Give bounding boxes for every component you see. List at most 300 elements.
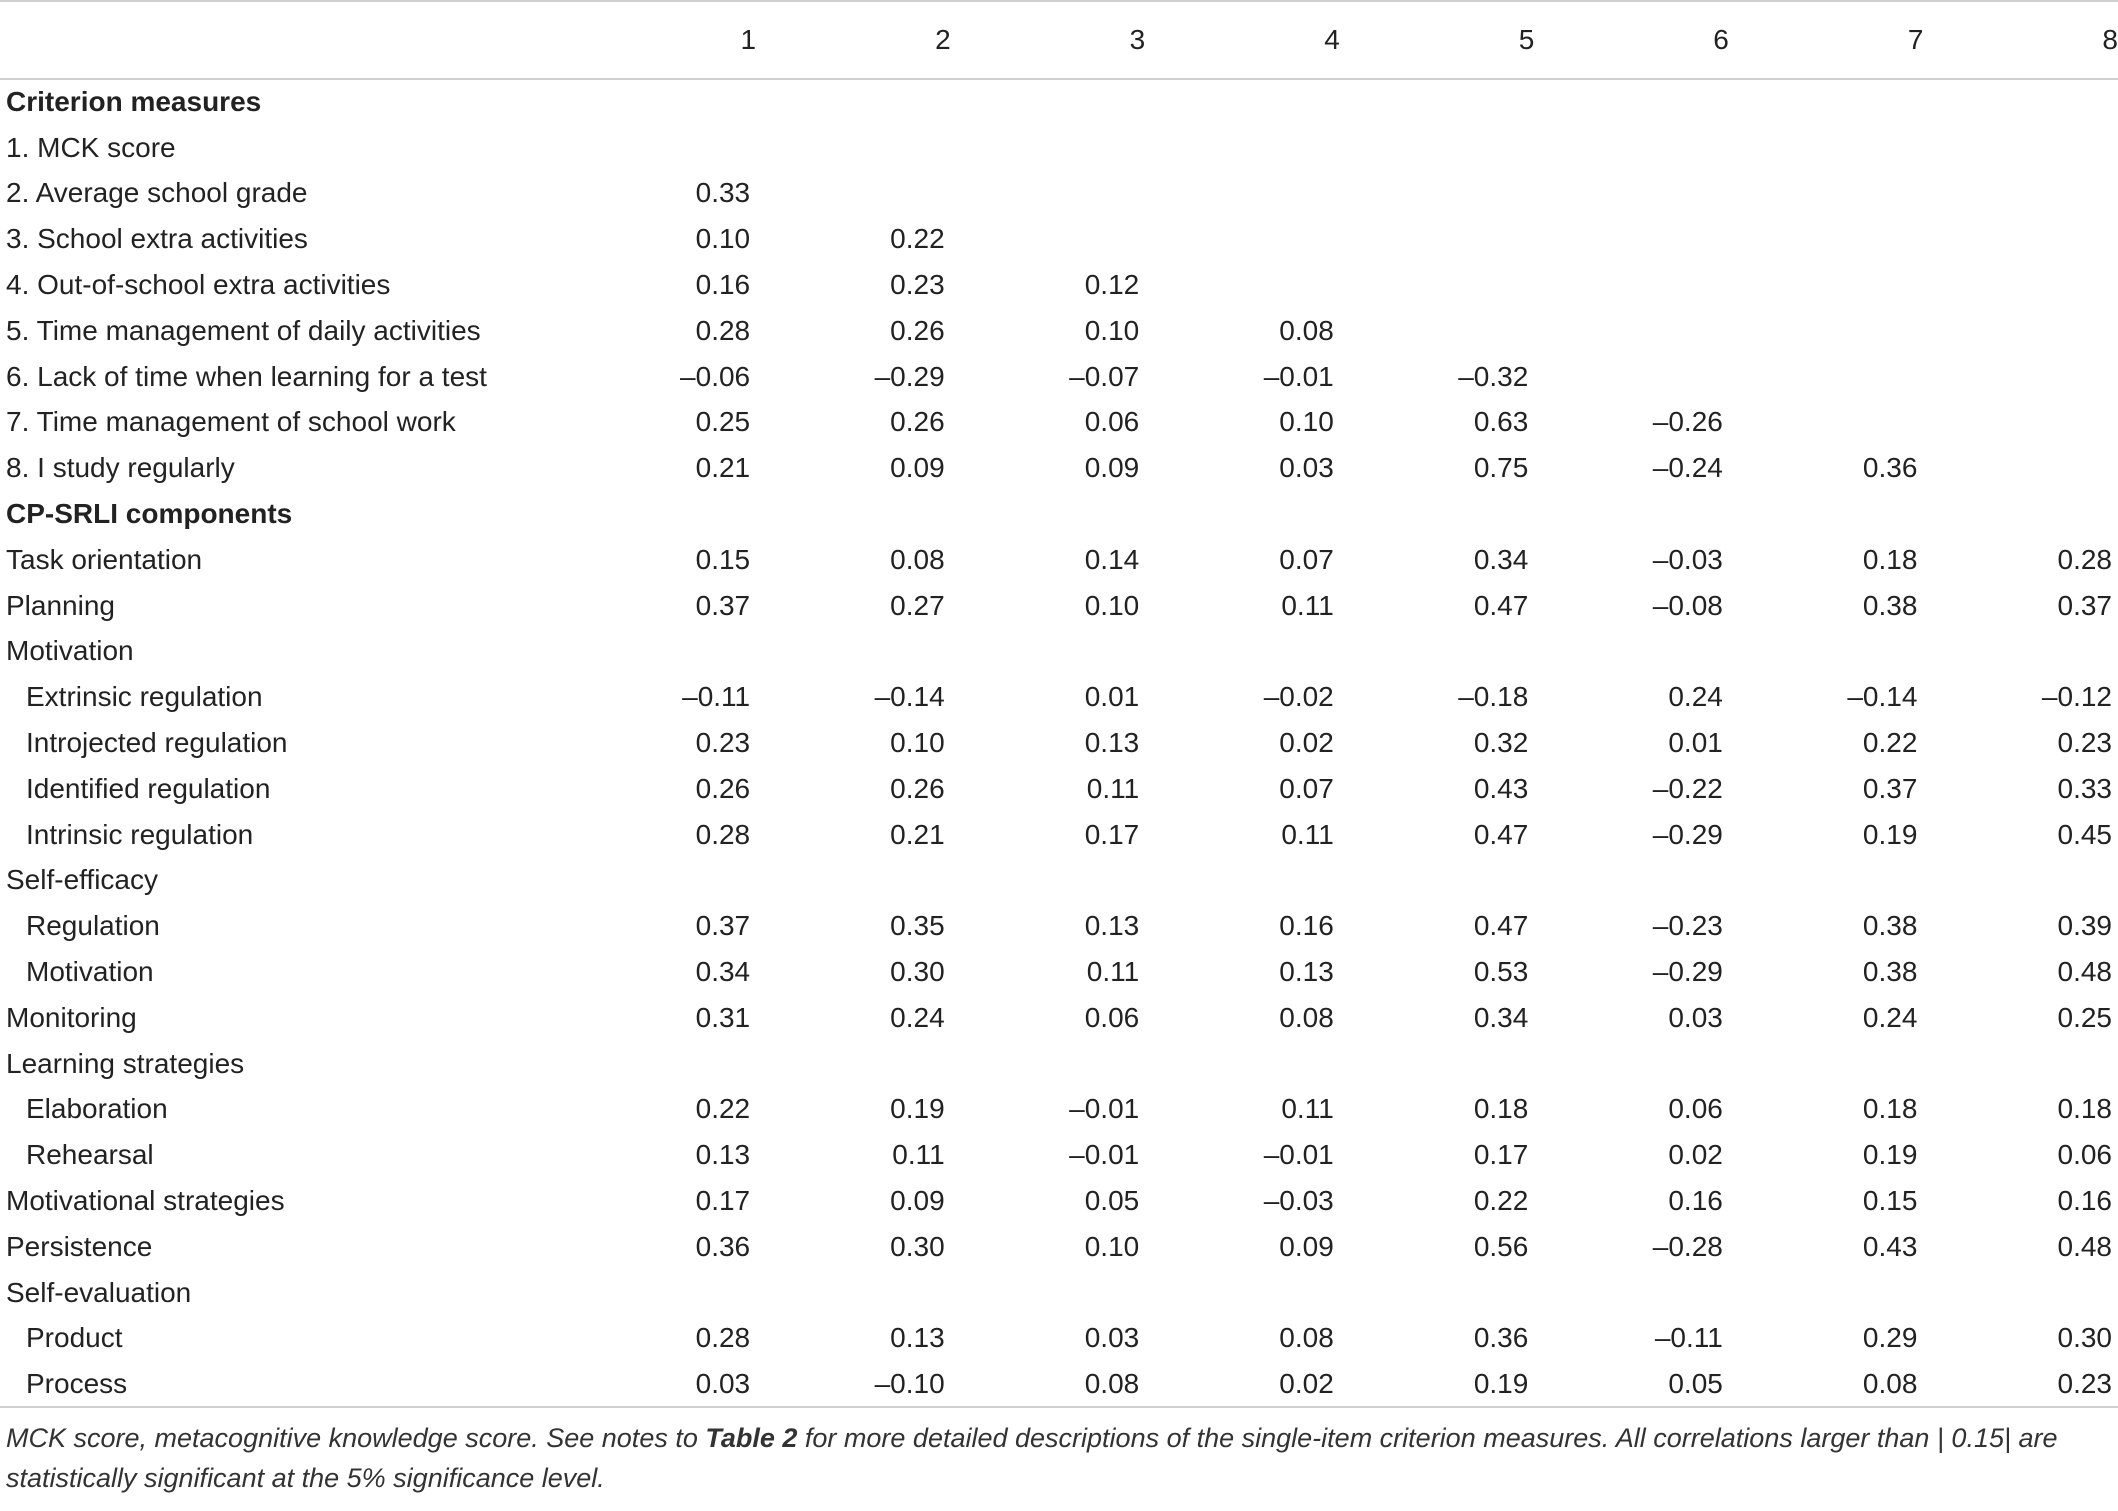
correlation-cell: [756, 79, 951, 125]
correlation-cell: [1923, 1041, 2118, 1087]
correlation-cell: 0.10: [1279, 406, 1334, 438]
correlation-cell: 0.45: [2057, 818, 2112, 850]
correlation-cell: [1729, 354, 1924, 400]
correlation-cell: 0.09: [890, 1185, 945, 1217]
correlation-cell: [1145, 1270, 1340, 1316]
correlation-cell: 0.13: [1279, 956, 1334, 988]
correlation-cell: 0.48: [2057, 956, 2112, 988]
correlation-cell: –0.32: [1458, 360, 1529, 392]
correlation-cell: 0.18: [1862, 543, 1918, 575]
correlation-cell: 0.11: [1281, 1093, 1334, 1125]
correlation-cell: [756, 1270, 951, 1316]
correlation-cell: [1534, 1270, 1729, 1316]
correlation-cell: 0.47: [1473, 910, 1529, 942]
row-label: Self-efficacy: [6, 864, 158, 896]
correlation-cell: 0.08: [1279, 1322, 1334, 1354]
row-label: 5. Time management of daily activities: [6, 314, 481, 346]
correlation-cell: [562, 79, 757, 125]
correlation-cell: 0.21: [890, 818, 945, 850]
correlation-cell: 0.16: [1279, 910, 1334, 942]
correlation-cell: [1534, 1041, 1729, 1087]
correlation-cell: [1340, 216, 1535, 262]
correlation-cell: –0.18: [1458, 681, 1529, 713]
row-label: Monitoring: [6, 1001, 137, 1033]
correlation-cell: [756, 1041, 951, 1087]
correlation-cell: [1534, 79, 1729, 125]
correlation-cell: [1923, 858, 2118, 904]
correlation-cell: 0.22: [1862, 727, 1918, 759]
correlation-cell: [1923, 629, 2118, 675]
correlation-cell: 0.19: [1340, 1361, 1535, 1407]
table-row: [0, 766, 2118, 812]
table-row: [0, 537, 2118, 583]
table-row: [0, 1178, 2118, 1224]
correlation-cell: –0.03: [1263, 1185, 1334, 1217]
correlation-cell: 0.15: [1862, 1185, 1918, 1217]
correlation-cell: 0.24: [1668, 681, 1723, 713]
correlation-cell: [1923, 79, 2118, 125]
correlation-cell: 0.37: [695, 589, 751, 621]
correlation-cell: 0.11: [1086, 772, 1140, 804]
correlation-cell: [1729, 79, 1924, 125]
correlation-cell: [1340, 308, 1535, 354]
correlation-cell: 0.22: [1473, 1185, 1529, 1217]
correlation-cell: 0.75: [1473, 452, 1529, 484]
correlation-cell: 0.11: [1281, 818, 1334, 850]
correlation-cell: 0.37: [2057, 589, 2112, 621]
correlation-cell: 0.10: [695, 223, 751, 255]
correlation-cell: 0.24: [1862, 1001, 1918, 1033]
correlation-cell: 0.25: [2057, 1001, 2112, 1033]
correlation-cell: [1340, 629, 1535, 675]
correlation-cell: 0.09: [1279, 1230, 1334, 1262]
correlation-cell: [1534, 262, 1729, 308]
correlation-cell: –0.14: [1847, 681, 1918, 713]
table-row: [0, 995, 2118, 1041]
correlation-cell: 0.30: [890, 1230, 945, 1262]
correlation-cell: [1340, 171, 1535, 217]
correlation-cell: 0.19: [890, 1093, 945, 1125]
table-row: [0, 216, 2118, 262]
table-row: [0, 1132, 2118, 1178]
correlation-cell: [1145, 629, 1340, 675]
correlation-cell: 0.53: [1473, 956, 1529, 988]
correlation-cell: 0.28: [2057, 543, 2112, 575]
table-row: [0, 720, 2118, 766]
correlation-cell: 0.47: [1473, 589, 1529, 621]
row-label: Process: [0, 1361, 562, 1407]
table-row: [0, 858, 2118, 904]
correlation-cell: [1340, 858, 1535, 904]
correlation-cell: [1729, 308, 1924, 354]
correlation-cell: 0.01: [1084, 681, 1140, 713]
section-header-row: [0, 491, 2118, 537]
correlation-cell: 0.19: [1862, 1139, 1918, 1171]
correlation-cell: [1145, 491, 1340, 537]
header-cell-7: 7: [1729, 1, 1924, 79]
correlation-cell: [1534, 308, 1729, 354]
correlation-cell: [1534, 491, 1729, 537]
table-row: [0, 308, 2118, 354]
header-cell-8: 8: [1923, 1, 2118, 79]
correlation-cell: 0.26: [695, 772, 751, 804]
correlation-cell: 0.43: [1473, 772, 1529, 804]
row-label: Persistence: [6, 1230, 153, 1262]
correlation-cell: 0.32: [1473, 727, 1529, 759]
row-label: Learning strategies: [6, 1047, 245, 1079]
correlation-cell: [562, 858, 757, 904]
correlation-cell: –0.12: [2041, 681, 2112, 713]
correlation-cell: 0.06: [1084, 1001, 1140, 1033]
correlation-cell: [1340, 491, 1535, 537]
correlation-cell: [1534, 125, 1729, 171]
correlation-cell: [1923, 1270, 2118, 1316]
correlation-cell: 0.03: [562, 1361, 757, 1407]
correlation-cell: [756, 858, 951, 904]
row-label: Motivation: [6, 635, 134, 667]
header-cell-1: 1: [562, 1, 757, 79]
table-row: [0, 262, 2118, 308]
correlation-cell: 0.34: [1473, 1001, 1529, 1033]
correlation-cell: 0.12: [1084, 269, 1140, 301]
row-label: 3. School extra activities: [6, 223, 308, 255]
correlation-cell: 0.31: [695, 1001, 751, 1033]
correlation-cell: [951, 1041, 1146, 1087]
table-row: [0, 445, 2118, 491]
correlation-cell: 0.26: [890, 406, 945, 438]
correlation-cell: [1729, 400, 1924, 446]
correlation-cell: –0.14: [874, 681, 945, 713]
correlation-cell: [951, 171, 1146, 217]
correlation-cell: 0.29: [1862, 1322, 1918, 1354]
correlation-cell: 0.10: [1084, 314, 1140, 346]
row-label: Task orientation: [6, 543, 203, 575]
correlation-cell: [1729, 1041, 1924, 1087]
row-label: Planning: [6, 589, 115, 621]
correlation-cell: 0.22: [695, 1093, 751, 1125]
correlation-cell: –0.29: [1652, 956, 1723, 988]
correlation-cell: [1923, 308, 2118, 354]
correlation-cell: 0.16: [695, 269, 751, 301]
correlation-cell: 0.10: [1084, 1230, 1140, 1262]
correlation-cell: 0.02: [1279, 727, 1334, 759]
row-label: Product: [26, 1322, 123, 1354]
table-row: [0, 1270, 2118, 1316]
correlation-cell: 0.37: [695, 910, 751, 942]
correlation-cell: [1534, 216, 1729, 262]
correlation-cell: –0.01: [1263, 1139, 1334, 1171]
row-label: Identified regulation: [26, 772, 271, 804]
footnote-table-reference: Table 2: [705, 1423, 798, 1454]
correlation-cell: [1145, 216, 1340, 262]
row-label: 8. I study regularly: [6, 452, 235, 484]
table-row: [0, 400, 2118, 446]
correlation-cell: 0.34: [695, 956, 751, 988]
correlation-cell: 0.36: [1862, 452, 1918, 484]
table-row: [0, 1316, 2118, 1362]
correlation-cell: –0.22: [1652, 772, 1723, 804]
correlation-cell: 0.23: [890, 269, 945, 301]
correlation-cell: [1729, 125, 1924, 171]
correlation-cell: 0.28: [695, 818, 751, 850]
table-row: [0, 903, 2118, 949]
correlation-cell: 0.18: [2057, 1093, 2112, 1125]
row-label: Introjected regulation: [26, 727, 288, 759]
correlation-cell: –0.01: [1069, 1093, 1140, 1125]
table-header-row: [0, 1, 2118, 79]
correlation-cell: 0.36: [695, 1230, 751, 1262]
correlation-cell: 0.07: [1279, 772, 1334, 804]
row-label: Extrinsic regulation: [26, 681, 263, 713]
correlation-cell: –0.07: [1069, 360, 1140, 392]
correlation-cell: 0.28: [695, 1322, 751, 1354]
correlation-cell: 0.05: [1534, 1361, 1729, 1407]
header-label-cell: [0, 1, 562, 79]
correlation-cell: [1340, 125, 1535, 171]
footnote-text-end: for more detailed descriptions of the single-item criterion measures. All correlations larger than | 0.15| are statistically significant at the 5% significance level.: [6, 1423, 2058, 1494]
correlation-cell: [951, 491, 1146, 537]
correlation-cell: 0.38: [1862, 589, 1918, 621]
correlation-cell: 0.08: [951, 1361, 1146, 1407]
correlation-cell: 0.17: [695, 1185, 751, 1217]
correlation-cell: [951, 629, 1146, 675]
row-label: 6. Lack of time when learning for a test: [6, 360, 487, 392]
correlation-cell: 0.03: [1084, 1322, 1140, 1354]
correlation-cell: [1145, 171, 1340, 217]
correlation-cell: [562, 491, 757, 537]
correlation-cell: 0.39: [2057, 910, 2112, 942]
correlation-cell: 0.13: [695, 1139, 751, 1171]
correlation-cell: 0.47: [1473, 818, 1529, 850]
correlation-cell: [1729, 216, 1924, 262]
table-footnote: [0, 1418, 2118, 1498]
row-label: Motivation: [26, 956, 154, 988]
correlation-cell: –0.26: [1652, 406, 1723, 438]
correlation-cell: [1729, 858, 1924, 904]
row-label: Criterion measures: [6, 86, 262, 118]
table-row: [0, 125, 2118, 171]
correlation-cell: [1923, 400, 2118, 446]
correlation-cell: 0.48: [2057, 1230, 2112, 1262]
correlation-cell: [1923, 262, 2118, 308]
correlation-cell: 0.23: [2057, 727, 2112, 759]
correlation-cell: 0.11: [892, 1139, 945, 1171]
header-cell-3: 3: [951, 1, 1146, 79]
table-row: [0, 354, 2118, 400]
correlation-cell: [1923, 125, 2118, 171]
correlation-cell: 0.36: [1473, 1322, 1529, 1354]
row-label: CP-SRLI components: [6, 498, 293, 530]
table-row: [0, 1087, 2118, 1133]
correlation-cell: 0.16: [2057, 1185, 2112, 1217]
correlation-cell: [1145, 262, 1340, 308]
correlation-cell: 0.09: [890, 452, 945, 484]
correlation-cell: 0.63: [1473, 406, 1529, 438]
table-row: [0, 1361, 2118, 1407]
correlation-cell: [756, 171, 951, 217]
correlation-cell: [1923, 354, 2118, 400]
correlation-cell: –0.29: [1652, 818, 1723, 850]
correlation-cell: [1534, 858, 1729, 904]
correlation-cell: –0.02: [1263, 681, 1334, 713]
correlation-cell: 0.38: [1862, 910, 1918, 942]
correlation-cell: 0.06: [1084, 406, 1140, 438]
correlation-cell: 0.56: [1473, 1230, 1529, 1262]
correlation-cell: 0.21: [695, 452, 751, 484]
correlation-cell: [1729, 171, 1924, 217]
correlation-cell: 0.03: [1668, 1001, 1723, 1033]
correlation-cell: [951, 858, 1146, 904]
correlation-cell: 0.17: [1084, 818, 1140, 850]
row-label: 1. MCK score: [6, 131, 176, 163]
correlation-cell: –0.01: [1069, 1139, 1140, 1171]
correlation-cell: 0.02: [1668, 1139, 1723, 1171]
correlation-cell: 0.19: [1862, 818, 1918, 850]
correlation-cell: 0.06: [1668, 1093, 1723, 1125]
correlation-cell: 0.13: [890, 1322, 945, 1354]
correlation-cell: [1923, 445, 2118, 491]
header-cell-2: 2: [756, 1, 951, 79]
correlation-cell: [1145, 79, 1340, 125]
correlation-cell: 0.34: [1473, 543, 1529, 575]
correlation-cell: –0.06: [680, 360, 751, 392]
correlation-cell: [951, 79, 1146, 125]
correlation-cell: 0.23: [695, 727, 751, 759]
row-label: 7. Time management of school work: [6, 406, 456, 438]
header-cell-6: 6: [1534, 1, 1729, 79]
correlation-cell: 0.43: [1862, 1230, 1918, 1262]
correlation-cell: [756, 629, 951, 675]
table-row: [0, 812, 2118, 858]
correlation-cell: 0.15: [695, 543, 751, 575]
correlation-cell: [951, 1270, 1146, 1316]
correlation-cell: 0.33: [2057, 772, 2112, 804]
correlation-cell: 0.10: [1084, 589, 1140, 621]
correlation-cell: 0.26: [890, 772, 945, 804]
correlation-cell: [562, 629, 757, 675]
correlation-cell: 0.18: [1862, 1093, 1918, 1125]
correlation-cell: [1340, 1041, 1535, 1087]
table-row: [0, 629, 2118, 675]
correlation-cell: –0.28: [1652, 1230, 1723, 1262]
correlation-cell: 0.26: [890, 314, 945, 346]
correlation-cell: [1923, 216, 2118, 262]
correlation-cell: 0.11: [1281, 589, 1334, 621]
correlation-cell: [1729, 262, 1924, 308]
correlation-cell: [951, 125, 1146, 171]
correlation-cell: 0.25: [695, 406, 751, 438]
correlation-cell: 0.11: [1086, 956, 1140, 988]
section-header-row: [0, 79, 2118, 125]
correlation-cell: [1923, 491, 2118, 537]
row-label: Rehearsal: [26, 1139, 154, 1171]
correlation-cell: 0.18: [1473, 1093, 1529, 1125]
correlation-cell: –0.03: [1652, 543, 1723, 575]
row-label: Elaboration: [26, 1093, 168, 1125]
correlation-cell: 0.22: [890, 223, 945, 255]
table-body: [0, 79, 2118, 1407]
correlation-cell: –0.10: [756, 1361, 951, 1407]
correlation-cell: 0.13: [1084, 910, 1140, 942]
correlation-cell: [562, 1270, 757, 1316]
correlation-cell: [1534, 354, 1729, 400]
row-label: Intrinsic regulation: [26, 818, 254, 850]
correlation-cell: 0.01: [1668, 727, 1723, 759]
correlation-cell: 0.09: [1084, 452, 1140, 484]
correlation-cell: 0.13: [1084, 727, 1140, 759]
correlation-cell: [1340, 79, 1535, 125]
correlation-cell: 0.35: [890, 910, 945, 942]
table-row: [0, 1041, 2118, 1087]
correlation-cell: 0.03: [1279, 452, 1334, 484]
correlation-cell: [562, 1041, 757, 1087]
correlation-cell: 0.28: [695, 314, 751, 346]
table-row: [0, 674, 2118, 720]
correlation-cell: [1340, 1270, 1535, 1316]
correlation-cell: 0.10: [890, 727, 945, 759]
correlation-cell: 0.14: [1084, 543, 1140, 575]
correlation-cell: 0.37: [1862, 772, 1918, 804]
correlation-cell: –0.23: [1652, 910, 1723, 942]
correlation-cell: [1340, 262, 1535, 308]
correlation-cell: [1145, 1041, 1340, 1087]
correlation-cell: [562, 125, 757, 171]
correlation-cell: 0.08: [1729, 1361, 1924, 1407]
correlation-cell: –0.01: [1263, 360, 1334, 392]
row-label: 2. Average school grade: [6, 177, 308, 209]
correlation-cell: 0.07: [1279, 543, 1334, 575]
correlation-cell: –0.11: [682, 681, 751, 713]
correlation-cell: [756, 125, 951, 171]
correlation-cell: 0.30: [2057, 1322, 2112, 1354]
correlation-cell: 0.06: [2057, 1139, 2112, 1171]
correlation-cell: [756, 491, 951, 537]
correlation-cell: [1145, 858, 1340, 904]
correlation-cell: –0.29: [874, 360, 945, 392]
correlation-cell: 0.30: [890, 956, 945, 988]
correlation-cell: [1923, 171, 2118, 217]
correlation-cell: [1729, 629, 1924, 675]
correlation-cell: 0.08: [1279, 1001, 1334, 1033]
table-row: [0, 949, 2118, 995]
correlation-cell: –0.11: [1654, 1322, 1723, 1354]
row-label: Regulation: [26, 910, 160, 942]
correlation-cell: [1534, 171, 1729, 217]
correlation-cell: 0.02: [1145, 1361, 1340, 1407]
header-cell-5: 5: [1340, 1, 1535, 79]
table-row: [0, 1224, 2118, 1270]
footnote-text-start: MCK score, metacognitive knowledge score. See notes to: [6, 1423, 706, 1454]
correlation-cell: [1729, 1270, 1924, 1316]
row-label: Motivational strategies: [6, 1185, 285, 1217]
correlation-cell: –0.24: [1652, 452, 1723, 484]
row-label: Self-evaluation: [6, 1276, 192, 1308]
row-label: 4. Out-of-school extra activities: [6, 269, 391, 301]
correlation-cell: 0.33: [695, 177, 751, 209]
correlation-cell: 0.38: [1862, 956, 1918, 988]
correlation-cell: 0.24: [890, 1001, 945, 1033]
correlation-cell: [1729, 491, 1924, 537]
table-row: [0, 171, 2118, 217]
correlation-cell: [1145, 125, 1340, 171]
correlation-cell: 0.05: [1084, 1185, 1140, 1217]
correlation-cell: [951, 216, 1146, 262]
correlation-cell: –0.08: [1652, 589, 1723, 621]
correlation-cell: 0.23: [1923, 1361, 2118, 1407]
header-cell-4: 4: [1145, 1, 1340, 79]
correlation-cell: 0.08: [890, 543, 945, 575]
correlation-cell: 0.08: [1279, 314, 1334, 346]
